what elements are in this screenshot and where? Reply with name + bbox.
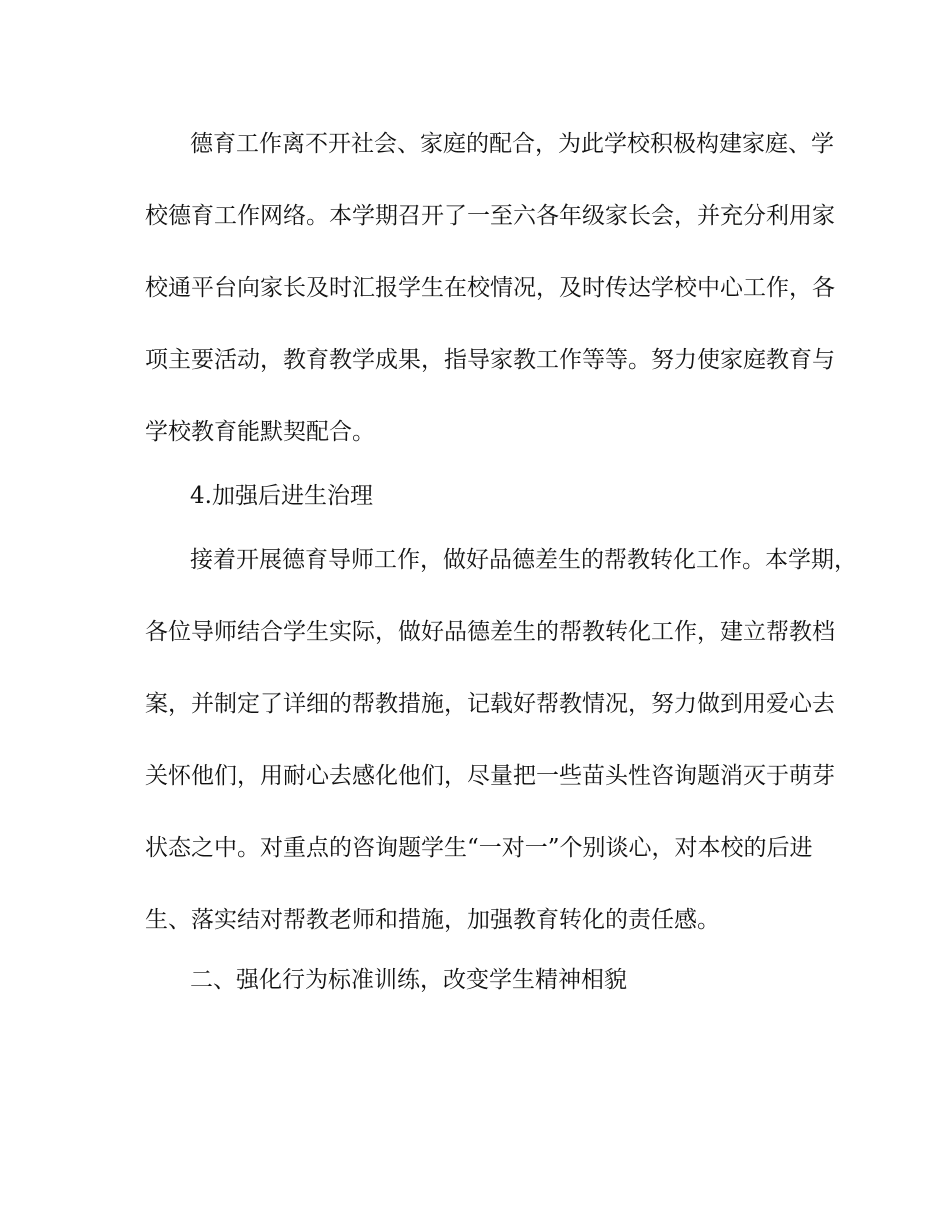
line-text: 校通平台向家长及时汇报学生在校情况，及时传达学校中心工作，各: [145, 275, 835, 301]
section-heading: [0, 962, 950, 998]
paragraph-line: [0, 830, 950, 866]
section-heading: [0, 478, 950, 514]
heading-text: 4.加强后进生治理: [190, 483, 373, 509]
paragraph-line: [0, 614, 950, 650]
line-text: 校德育工作网络。本学期召开了一至六各年级家长会，并充分利用家: [145, 203, 835, 229]
heading-text: 二、强化行为标准训练，改变学生精神相貌: [190, 967, 627, 993]
line-text: 接着开展德育导师工作，做好品德差生的帮教转化工作。本学期，: [190, 547, 857, 573]
paragraph-line: [0, 902, 950, 938]
line-text: 德育工作离不开社会、家庭的配合，为此学校积极构建家庭、学: [190, 131, 834, 157]
line-text: 生、落实结对帮教老师和措施，加强教育转化的责任感。: [145, 907, 720, 933]
paragraph-line: [0, 126, 950, 162]
paragraph-line: [0, 686, 950, 722]
paragraph-line: [0, 758, 950, 794]
paragraph-line: [0, 270, 950, 306]
line-text: 案，并制定了详细的帮教措施，记载好帮教情况，努力做到用爱心去: [145, 691, 835, 717]
line-text: 关怀他们，用耐心去感化他们，尽量把一些苗头性咨询题消灭于萌芽: [145, 763, 835, 789]
paragraph-line: [0, 342, 950, 378]
paragraph-line: [0, 414, 950, 450]
line-text: 状态之中。对重点的咨询题学生“一对一”个别谈心，对本校的后进: [145, 835, 813, 861]
line-text: 学校教育能默契配合。: [145, 419, 375, 445]
paragraph-line: [0, 542, 950, 578]
line-text: 各位导师结合学生实际，做好品德差生的帮教转化工作，建立帮教档: [145, 619, 835, 645]
paragraph-line: [0, 198, 950, 234]
line-text: 项主要活动，教育教学成果，指导家教工作等等。努力使家庭教育与: [145, 347, 835, 373]
